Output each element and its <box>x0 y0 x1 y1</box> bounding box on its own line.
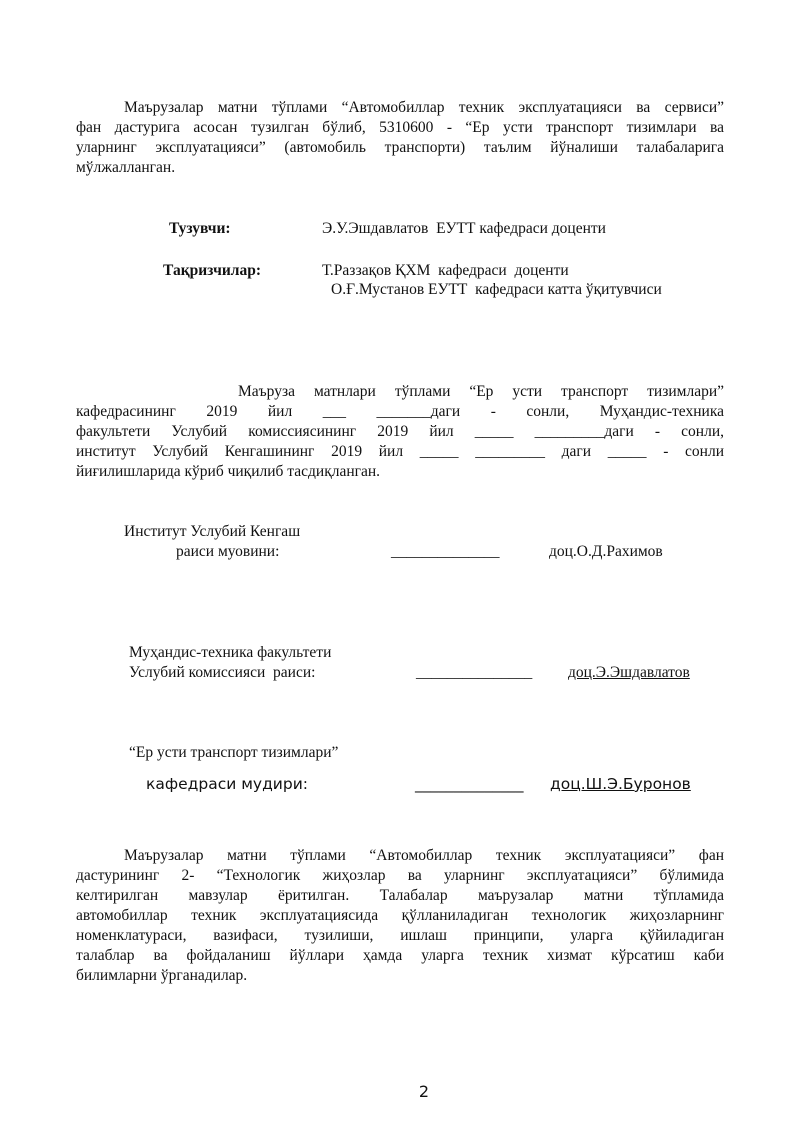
intro-paragraph <box>76 98 724 178</box>
summary-line: дастурининг 2- “Технологик жиҳозлар ва уларнинг эксплуатацияси” бўлимида <box>76 867 724 884</box>
intro-line: мўлжалланган. <box>76 159 176 176</box>
intro-line: уларнинг эксплуатацияси” (автомобиль транспорти) таълим йўналиши талабаларига <box>76 139 724 156</box>
approval-line: йиғилишларида кўриб чиқилиб тасдиқланган. <box>76 463 381 480</box>
department-title-line1: “Ер усти транспорт тизимлари” <box>129 744 339 761</box>
approval-paragraph <box>76 382 724 482</box>
compiler-label: Тузувчи: <box>169 220 231 237</box>
reviewer-2: О.Ғ.Мустанов ЕУТТ кафедраси катта ўқитувчиси <box>331 281 662 298</box>
compiler-value: Э.У.Эшдавлатов ЕУТТ кафедраси доценти <box>322 220 606 237</box>
summary-paragraph <box>76 846 724 986</box>
council-title-line1: Институт Услубий Кенгаш <box>124 523 301 540</box>
council-title-line2: раиси муовини: <box>176 543 280 560</box>
intro-line: фан дастурига асосан тузилган бўлиб, 5310600 - “Ер усти транспорт тизимлари ва <box>76 119 724 136</box>
approval-line: Маъруза матнлари тўплами “Ер усти транспорт тизимлари” <box>238 383 724 400</box>
reviewer-1: Т.Раззақов ҚХМ кафедраси доценти <box>322 262 569 279</box>
summary-line: талаблар ва фойдаланиш йўллари ҳамда уларга техник хизмат кўрсатиш каби <box>76 947 724 964</box>
department-signer-name: доц.Ш.Э.Буронов <box>550 775 691 793</box>
summary-line: Маърузалар матни тўплами “Автомобиллар техник эксплуатацияси” фан <box>124 847 724 864</box>
approval-line: институт Услубий Кенгашининг 2019 йил _____ _________ даги _____ - сонли <box>76 443 724 460</box>
approval-line: кафедрасининг 2019 йил ___ _______даги - сонли, Муҳандис-техника <box>76 403 724 420</box>
summary-line: келтирилган мавзулар ёритилган. Талабалар маърузалар матни тўпламида <box>76 887 724 904</box>
page-number: 2 <box>418 1082 430 1101</box>
reviewers-label: Тақризчилар: <box>163 262 262 279</box>
faculty-signature-blank: _______________ <box>416 664 533 681</box>
faculty-title-line2: Услубий комиссияси раиси: <box>129 664 316 681</box>
summary-line: билимларни ўрганадилар. <box>76 967 248 984</box>
summary-line: номенклатураси, вазифаси, тузилиши, ишлаш принципи, уларга қўйиладиган <box>76 927 724 944</box>
approval-line: факультети Услубий комиссиясининг 2019 йил _____ _________даги - сонли, <box>76 423 724 440</box>
faculty-signer-name: доц.Э.Эшдавлатов <box>568 664 690 681</box>
council-signature-blank: ______________ <box>391 543 500 560</box>
intro-line: Маърузалар матни тўплами “Автомобиллар техник эксплуатацияси ва сервиси” <box>124 99 724 116</box>
department-signature-blank: ______________ <box>415 775 524 793</box>
faculty-title-line1: Муҳандис-техника факультети <box>129 644 332 661</box>
council-signer-name: доц.О.Д.Рахимов <box>549 543 663 560</box>
summary-line: автомобиллар техник эксплуатациясида қўлланиладиган технологик жиҳозларнинг <box>76 907 724 924</box>
department-title-line2: кафедраси мудири: <box>146 775 309 793</box>
